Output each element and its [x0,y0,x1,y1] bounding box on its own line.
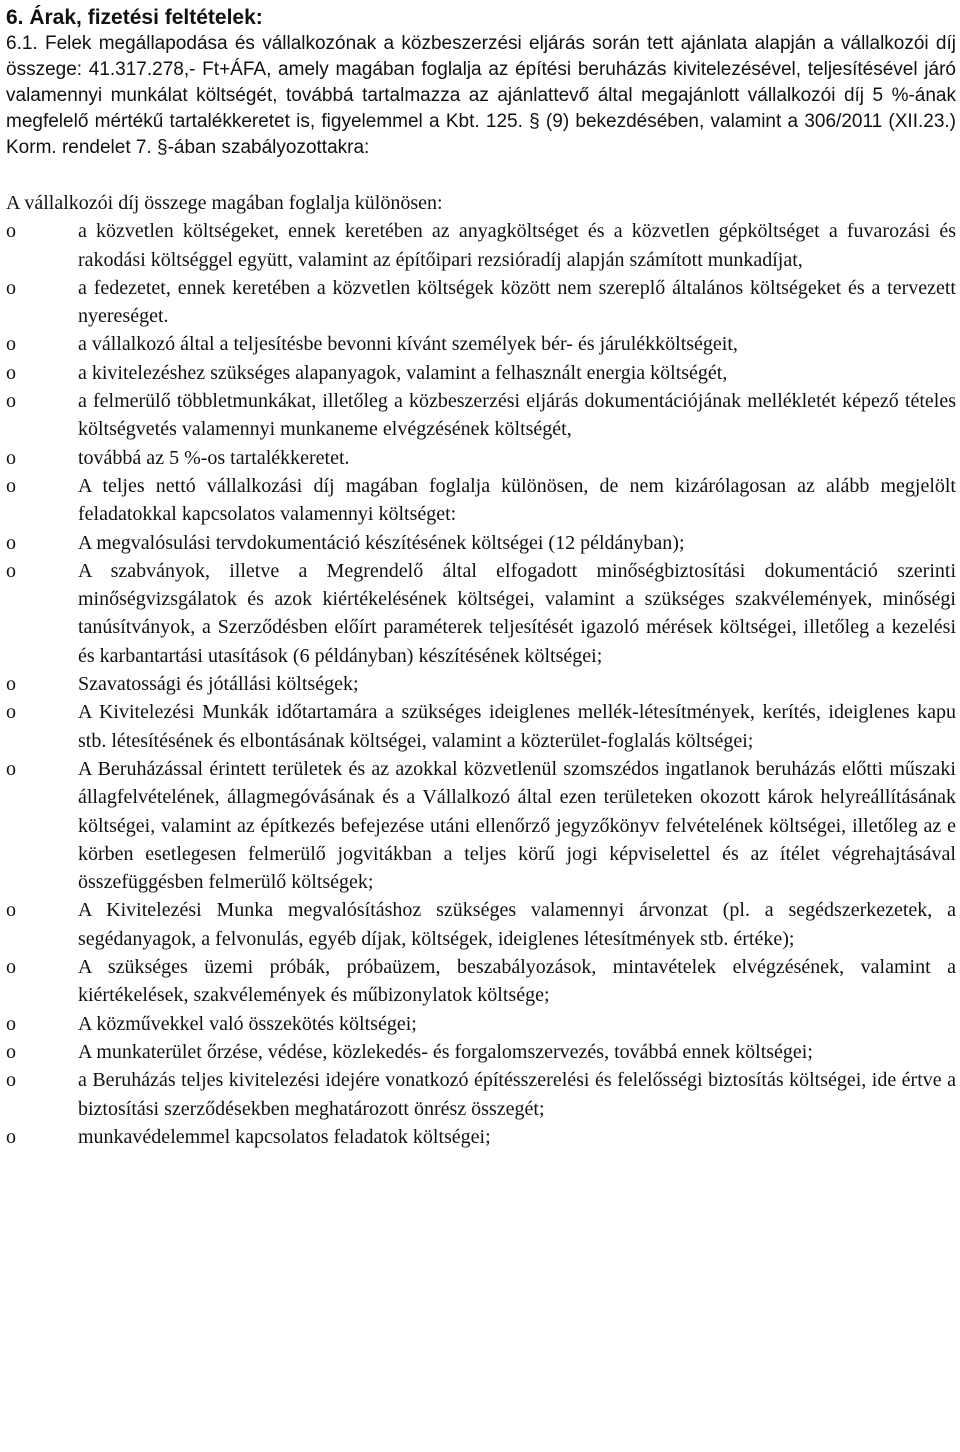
list-item-text: a vállalkozó által a teljesítésbe bevonni kívánt személyek bér- és járulékköltségeit, [78,333,738,356]
list-item-text: A munkaterület őrzése, védése, közlekedés- és forgalomszervezés, továbbá ennek költségei; [78,1040,813,1063]
list-item [6,557,956,670]
list-item [6,755,956,896]
list-item-text: továbbá az 5 %-os tartalékkeretet. [78,446,350,469]
bullet-marker: o [6,899,16,922]
list-item-text: a Beruházás teljes kivitelezési idejére vonatkozó építésszerelési és felelősségi biztosítás költségei, ide értve a biztosítási szerződésekben meghatározott önrész összegét; [78,1069,956,1120]
list-item [6,670,956,698]
bullet-marker: o [6,1040,16,1063]
bullet-marker: o [6,1012,16,1035]
paragraph-gap [6,161,956,189]
list-item-text: A teljes nettó vállalkozási díj magában foglalja különösen, de nem kizárólagosan az alább megjelölt feladatokkal kapcsolatos valamennyi költséget: [78,474,956,526]
list-item-text: A közművekkel való összekötés költségei; [78,1012,417,1035]
list-item [6,472,956,529]
list-item [6,896,956,953]
list-item-text: a felmerülő többletmunkákat, illetőleg a közbeszerzési eljárás dokumentációjának mellékletét képező tételes költségvetés valamennyi munkaneme elvégzésének költségét, [78,390,956,441]
bullet-marker: o [6,1125,16,1148]
bullet-marker: o [6,531,16,554]
list-item [6,330,956,358]
list-item-text: a kivitelezéshez szükséges alapanyagok, valamint a felhasznált energia költségét, [78,361,728,384]
list-item [6,274,956,331]
list-item [6,529,956,557]
document-page [6,4,956,1151]
list-item-text: A Beruházással érintett területek és az azokkal közvetlenül szomszédos ingatlanok beruházás előtti műszaki állagfelvételének, állagmegóvásának és a Vállalkozó által ezen területeken okozott károk helyreállításának költségei, valamint az építkezés befejezése utáni ellenőrző jegyzőkönyv felvételének költségei, illetőleg az e körben esetlegesen felmerülő jogvitákban a teljes körű jogi képviselettel és az ítélet végrehajtásával összefüggésben felmerülő költségek; [78,757,956,894]
list-item-text: a fedezetet, ennek keretében a közvetlen költségek között nem szereplő általános költségeket és a tervezett nyereséget. [78,276,956,328]
list-item [6,444,956,472]
list-item [6,953,956,1010]
bullet-marker: o [6,390,16,413]
bullet-marker: o [6,220,16,243]
bullet-marker: o [6,673,16,696]
list-item [6,387,956,444]
bullet-marker: o [6,1069,16,1092]
list-item [6,1123,956,1151]
list-item-text: A Kivitelezési Munka megvalósításhoz szükséges valamennyi árvonzat (pl. a segédszerkezetek, a segédanyagok, a felvonulás, egyéb díjak, költségek, ideiglenes létesítmények stb. értéke); [78,899,956,950]
bullet-marker: o [6,361,16,384]
bullet-marker: o [6,446,16,469]
bullet-marker: o [6,701,16,724]
list-item-text: A Kivitelezési Munkák időtartamára a szükséges ideiglenes mellék-létesítmények, kerítés, ideiglenes kapu stb. létesítésének és elbontásának költségei, valamint a közterület-foglalás költségei; [78,701,956,752]
bullet-marker: o [6,757,16,780]
list-item-text: A megvalósulási tervdokumentáció készítésének költségei (12 példányban); [78,531,685,554]
cost-items-list [6,217,956,1151]
list-item-text: A szabványok, illetve a Megrendelő által elfogadott minőségbiztosítási dokumentáció szerinti minőségvizsgálatok és azok kiértékelésének költségei, valamint a szükséges szakvélemények, minőségi tanúsítványok, a Szerződésben előírt paraméterek teljesítését igazoló mérések költségei, illetőleg a kezelési és karbantartási utasítások (6 példányban) készítésének költségei; [78,559,956,667]
list-item-text: Szavatossági és jótállási költségek; [78,673,359,696]
list-item [6,217,956,274]
list-item-text: a közvetlen költségeket, ennek keretében az anyagköltséget és a közvetlen gépköltséget a fuvarozási és rakodási költséggel együtt, valamint az építőipari rezsióradíj alapján számított munkadíjat, [78,220,956,271]
section-heading: 6. Árak, fizetési feltételek: [6,6,263,29]
list-item-text: A szükséges üzemi próbák, próbaüzem, beszabályozások, mintavételek elvégzésének, valamint a kiértékelések, szakvélemények és műbizonylatok költsége; [78,956,956,1007]
bullet-marker: o [6,559,16,582]
bullet-marker: o [6,333,16,356]
bullet-marker: o [6,276,16,299]
bullet-marker: o [6,956,16,979]
intro-paragraph: A vállalkozói díj összege magában foglalja különösen: [6,192,443,214]
list-item-text: munkavédelemmel kapcsolatos feladatok költségei; [78,1125,491,1148]
list-item [6,698,956,755]
section-6-1-paragraph: 6.1. Felek megállapodása és vállalkozónak a közbeszerzési eljárás során tett ajánlata alapján a vállalkozói díj összege: 41.317.278,- Ft+ÁFA, amely magában foglalja az építési beruházás kivitelezésével, teljesítésével járó valamennyi munkálat költségét, továbbá tartalmazza az ajánlattevő által megajánlott vállalkozói díj 5 %-ának megfelelő mértékű tartalékkeretet is, figyelemmel a Kbt. 125. § (9) bekezdésében, valamint a 306/2011 (XII.23.) Korm. rendelet 7. §-ában szabályozottakra: [6,33,956,158]
list-item [6,359,956,387]
list-item [6,1066,956,1123]
list-item [6,1038,956,1066]
list-item [6,1010,956,1038]
bullet-marker: o [6,474,16,497]
